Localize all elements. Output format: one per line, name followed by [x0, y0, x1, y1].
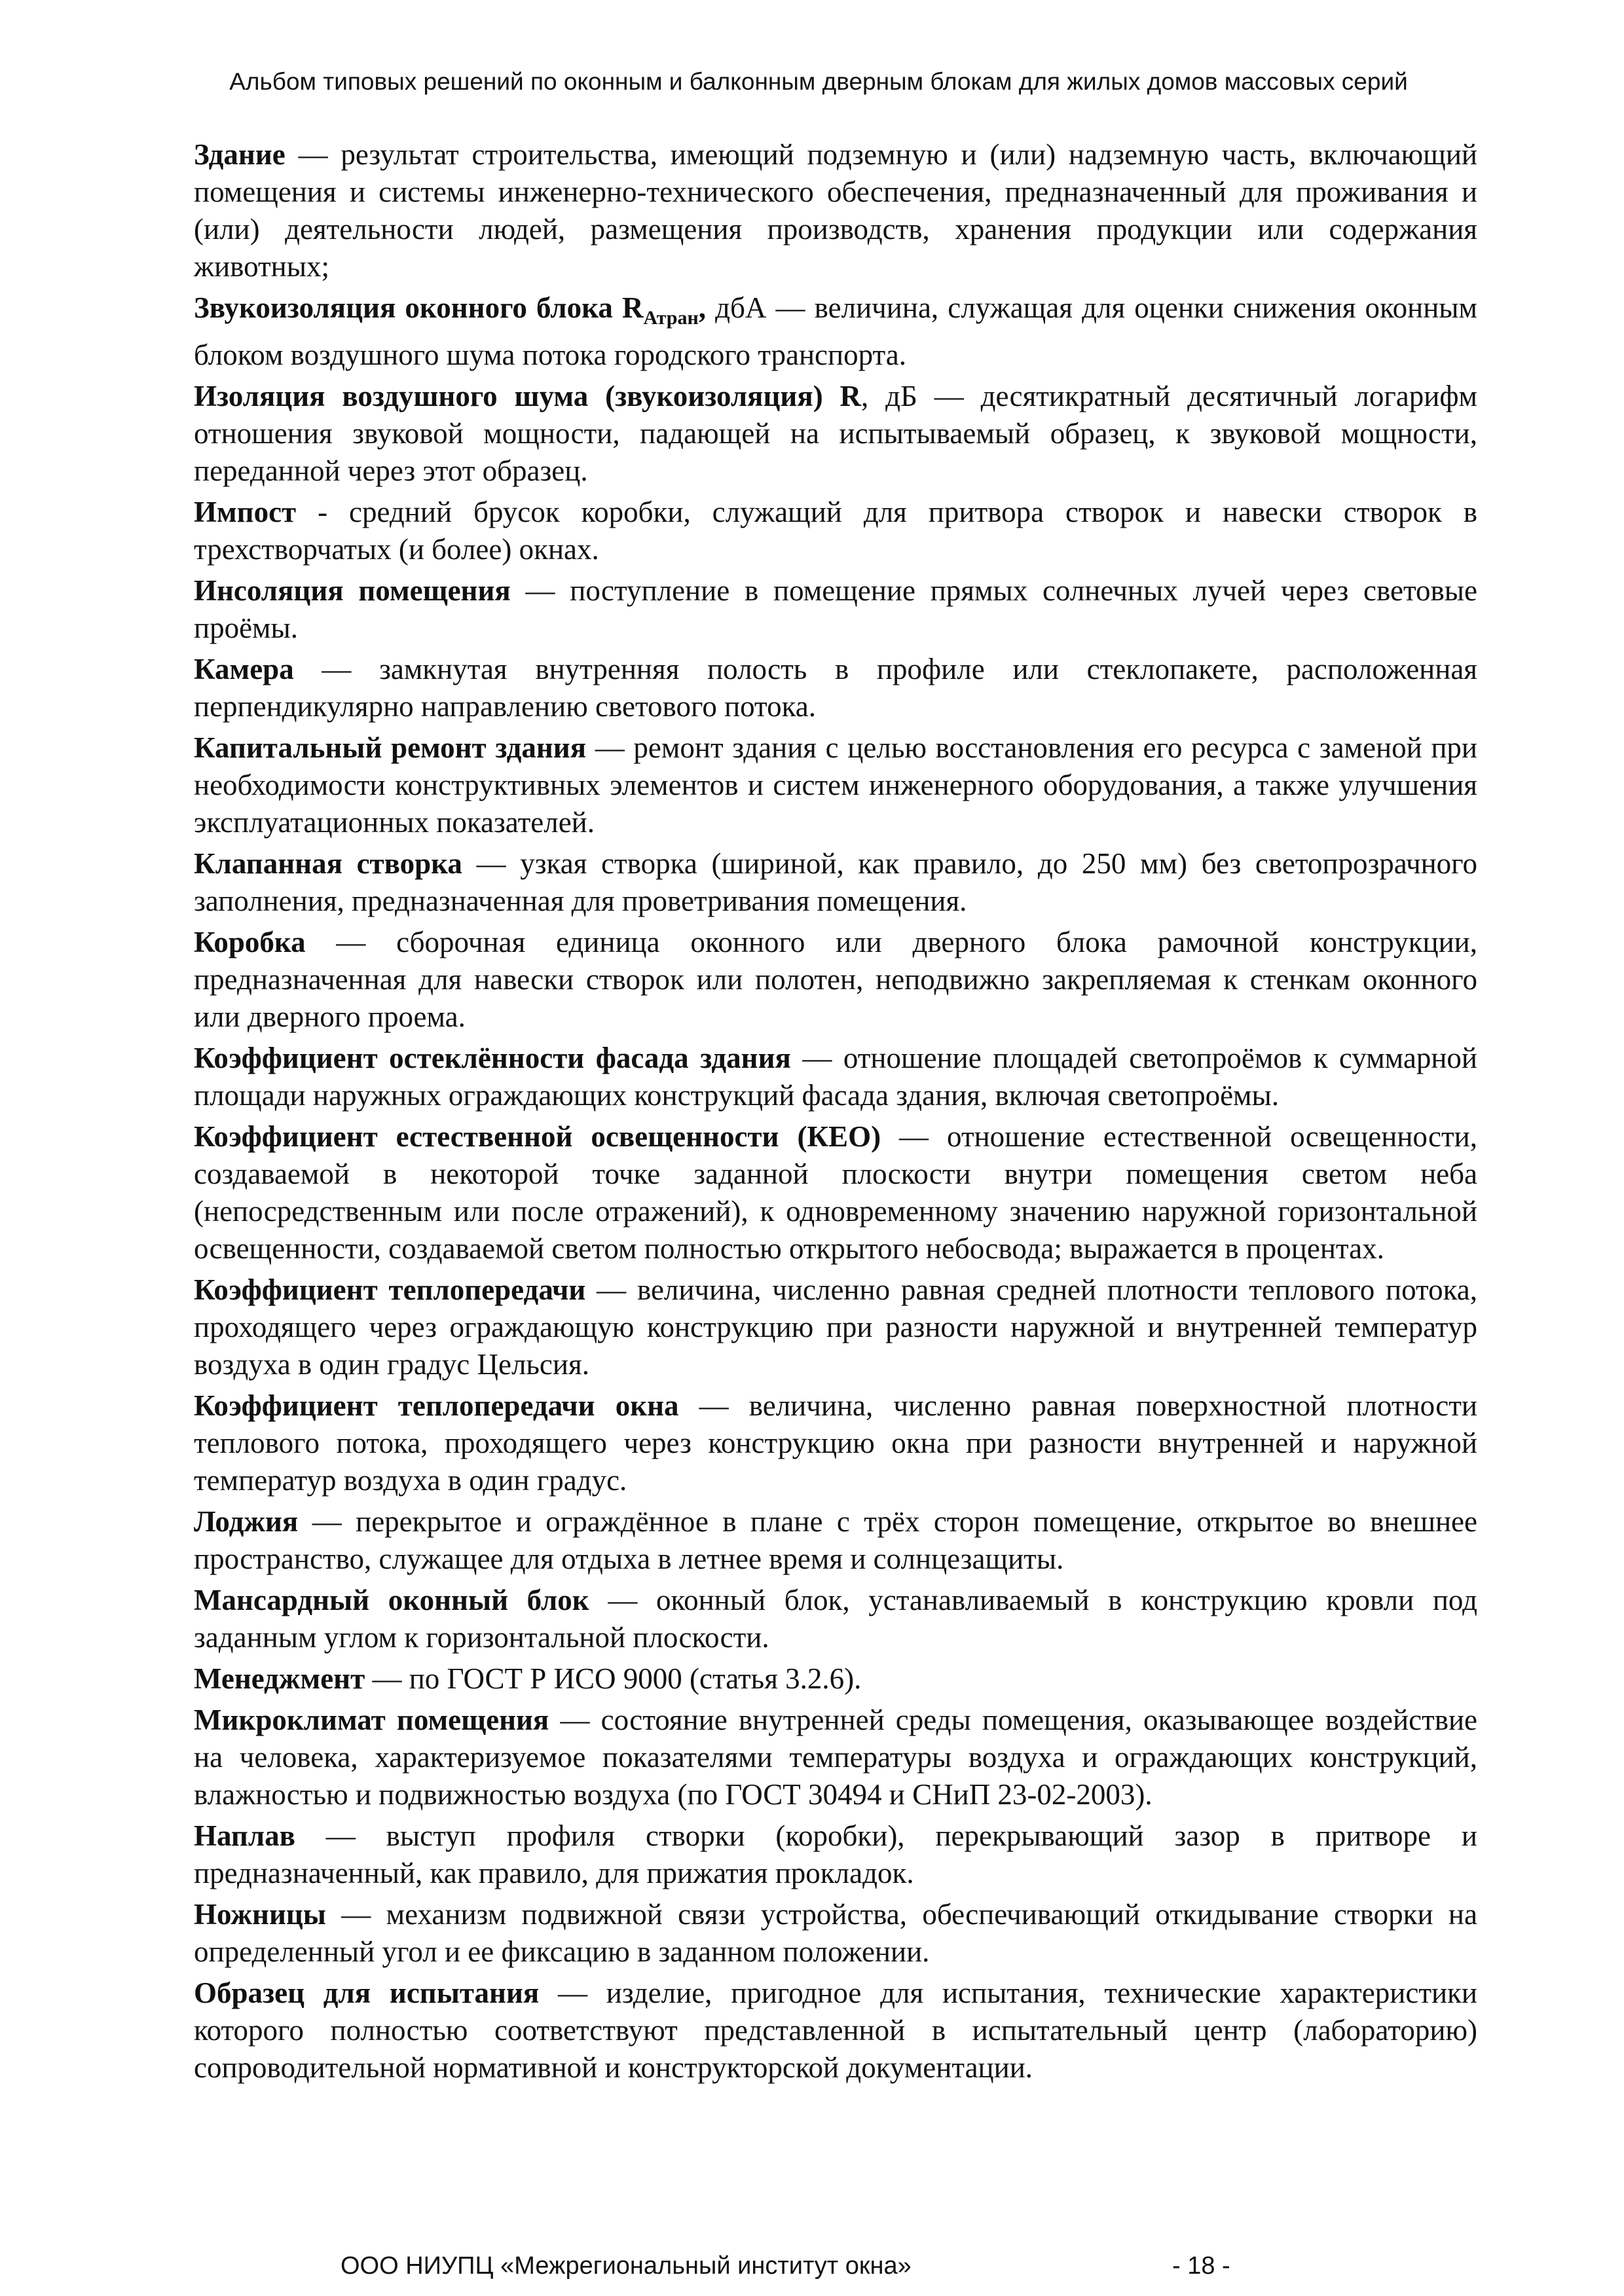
page-number: - 18 -: [1172, 2252, 1230, 2280]
term-separator: ,: [861, 380, 886, 412]
glossary-entry: [194, 1271, 1477, 1383]
term-separator: —: [539, 1977, 606, 2009]
term-separator: —: [678, 1389, 749, 1422]
glossary-definition: величина, численно равная средней плотности теплового потока, проходящего через ограждающую конструкцию при разности наружной и внутренней температур воздуха в один градус Цельсия.: [194, 1273, 1477, 1381]
glossary-term: Лоджия: [194, 1505, 299, 1538]
glossary-entry: [194, 1387, 1477, 1499]
term-separator: —: [365, 1662, 409, 1695]
glossary-entry: [194, 136, 1477, 285]
glossary-term: Камера: [194, 653, 294, 685]
glossary-definition: сборочная единица оконного или дверного блока рамочной конструкции, предназначенная для навески створок или полотен, неподвижно закрепляемая к стенкам оконного или дверного проема.: [194, 926, 1478, 1033]
glossary-term: Коэффициент естественной освещенности (КЕО): [194, 1120, 881, 1153]
term-separator: —: [881, 1120, 948, 1153]
glossary-entry: [194, 378, 1477, 490]
glossary-term: Импост: [194, 496, 297, 528]
glossary-definition: поступление в помещение прямых солнечных лучей через световые проёмы.: [194, 574, 1478, 644]
glossary-definition: величина, численно равная поверхностной плотности теплового потока, проходящего через конструкцию окна при разности внутренней и наружной температур воздуха в один градус.: [194, 1389, 1477, 1497]
glossary-entry: [194, 1118, 1477, 1267]
glossary-term: Коэффициент теплопередачи окна: [194, 1389, 679, 1422]
glossary-entry: [194, 1660, 1477, 1698]
term-separator: —: [586, 731, 634, 764]
glossary-definition: отношение естественной освещенности, создаваемой в некоторой точке заданной плоскости внутри помещения светом неба (непосредственным или после отражений), к одновременному значению наружной горизонтальной освещенности, создаваемой светом полностью открытого небосвода; выражается в процентах.: [194, 1120, 1478, 1265]
glossary-term: Звукоизоляция оконного блока R: [194, 291, 644, 324]
term-separator: —: [549, 1704, 601, 1736]
term-comma: ,: [698, 291, 707, 324]
glossary-term: Капитальный ремонт здания: [194, 731, 587, 764]
glossary-term: Здание: [194, 138, 286, 171]
glossary-term: Коэффициент теплопередачи: [194, 1273, 586, 1306]
glossary-entry: [194, 289, 1477, 374]
term-separator: —: [295, 1819, 386, 1852]
glossary-term: Менеджмент: [194, 1662, 365, 1695]
glossary-definition: узкая створка (шириной, как правило, до 250 мм) без светопрозрачного заполнения, предназначенная для проветривания помещения.: [194, 847, 1478, 917]
glossary-term: Инсоляция помещения: [194, 574, 511, 607]
glossary-entry: [194, 1975, 1477, 2086]
glossary-definition: замкнутая внутренняя полость в профиле или стеклопакете, расположенная перпендикулярно направлению светового потока.: [194, 653, 1478, 723]
glossary-definition: оконный блок, устанавливаемый в конструкцию кровли под заданным углом к горизонтальной плоскости.: [194, 1584, 1477, 1654]
glossary-definition: по ГОСТ Р ИСО 9000 (статья 3.2.6).: [409, 1662, 862, 1695]
term-separator: —: [589, 1584, 657, 1616]
glossary-entry: [194, 1702, 1477, 1813]
term-separator: —: [790, 1042, 843, 1074]
glossary-term: Ножницы: [194, 1898, 326, 1931]
footer-organization: ООО НИУПЦ «Межрегиональный институт окна»: [341, 2252, 912, 2280]
glossary-entry: [194, 494, 1477, 568]
glossary-definition: механизм подвижной связи устройства, обеспечивающий откидывание створки на определенный угол и ее фиксацию в заданном положении.: [194, 1898, 1477, 1968]
term-separator: —: [510, 574, 570, 607]
term-separator: —: [298, 1505, 356, 1538]
glossary-entry: [194, 845, 1477, 920]
term-separator: —: [293, 653, 380, 685]
glossary-entry: [194, 1817, 1477, 1892]
term-separator: -: [296, 496, 350, 528]
glossary-definition: выступ профиля створки (коробки), перекрывающий зазор в притворе и предназначенный, как правило, для прижатия прокладок.: [194, 1819, 1477, 1889]
glossary-entry: [194, 1503, 1477, 1578]
glossary-entry: [194, 1896, 1477, 1971]
glossary-term: Микроклимат помещения: [194, 1704, 549, 1736]
running-header: [196, 65, 1441, 98]
glossary-term: Коробка: [194, 926, 306, 958]
term-separator: —: [585, 1273, 637, 1306]
glossary-term: Клапанная створка: [194, 847, 462, 880]
term-subscript: Атран: [643, 307, 699, 329]
glossary-definition: ремонт здания с целью восстановления его ресурса с заменой при необходимости конструктивных элементов и систем инженерного оборудования, а также улучшения эксплуатационных показателей.: [194, 731, 1477, 839]
glossary-term: Наплав: [194, 1819, 295, 1852]
glossary-definition: изделие, пригодное для испытания, технические характеристики которого полностью соответствуют представленной в испытательный центр (лабораторию) сопроводительной нормативной и конструкторской документации.: [194, 1977, 1478, 2084]
glossary-entry: [194, 1040, 1477, 1114]
term-separator: [706, 291, 715, 324]
glossary-entry: [194, 729, 1477, 841]
glossary-definition: дБ — десятикратный десятичный логарифм отношения звуковой мощности, падающей на испытываемый образец, к звуковой мощности, переданной через этот образец.: [194, 380, 1477, 487]
term-separator: —: [462, 847, 521, 880]
term-separator: —: [305, 926, 397, 958]
album-title: Альбом типовых решений по оконным и балконным дверным блокам для жилых домов массовых серий: [229, 68, 1408, 95]
glossary-definition: отношение площадей светопроёмов к суммарной площади наружных ограждающих конструкций фасада здания, включая светопроёмы.: [194, 1042, 1477, 1112]
glossary-entry: [194, 572, 1477, 647]
glossary-entry: [194, 924, 1477, 1036]
glossary-definition: состояние внутренней среды помещения, оказывающее воздействие на человека, характеризуемое показателями температуры воздуха и ограждающих конструкций, влажностью и подвижностью воздуха (по ГОСТ 30494 и СНиП 23-02-2003).: [194, 1704, 1478, 1811]
glossary-entry: [194, 1582, 1477, 1656]
term-separator: —: [325, 1898, 386, 1931]
glossary-definition: результат строительства, имеющий подземную и (или) надземную часть, включающий помещения и системы инженерно-технического обеспечения, предназначенный для проживания и (или) деятельности людей, размещения производств, хранения продукции или содержания животных;: [194, 138, 1477, 283]
glossary-term: Мансардный оконный блок: [194, 1584, 589, 1616]
glossary-definition: дбА — величина, служащая для оценки снижения оконным блоком воздушного шума потока городского транспорта.: [194, 291, 1477, 371]
glossary-definition: средний брусок коробки, служащий для притвора створок и навески створок в трехстворчатых (и более) окнах.: [194, 496, 1477, 566]
glossary-definition: перекрытое и ограждённое в плане с трёх сторон помещение, открытое во внешнее пространство, служащее для отдыха в летнее время и солнцезащиты.: [194, 1505, 1477, 1575]
glossary-entry: [194, 651, 1477, 725]
glossary-term: Коэффициент остеклённости фасада здания: [194, 1042, 791, 1074]
glossary-term: Изоляция воздушного шума (звукоизоляция) R: [194, 380, 862, 412]
term-separator: —: [285, 138, 341, 171]
glossary-body: [194, 136, 1477, 2090]
glossary-term: Образец для испытания: [194, 1977, 540, 2009]
